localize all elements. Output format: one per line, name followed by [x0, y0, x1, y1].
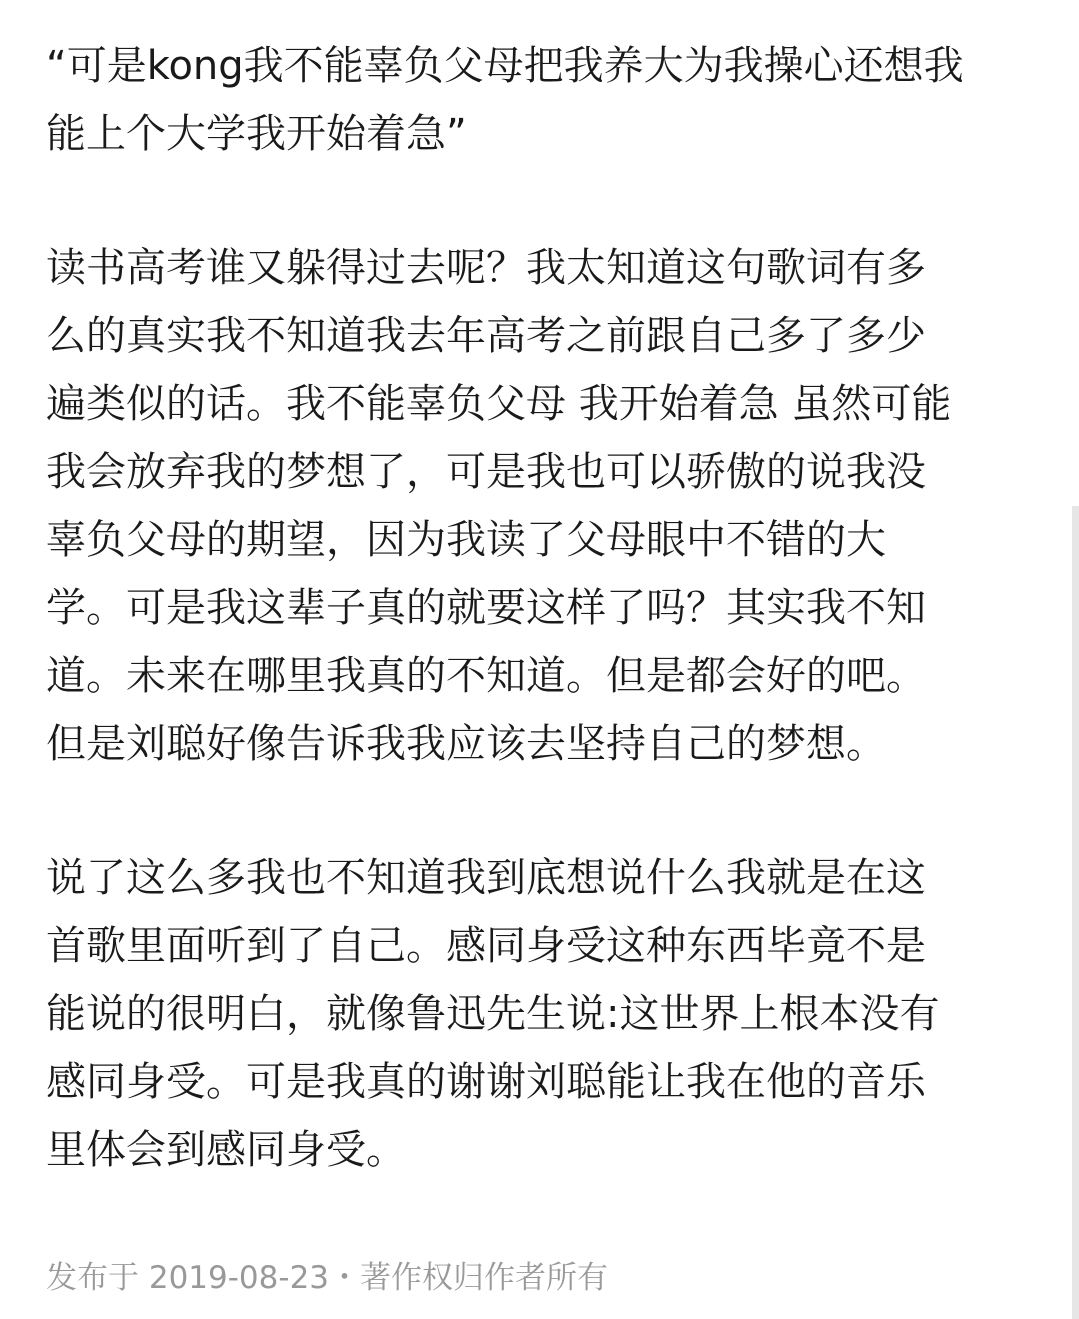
text-line: “可是kong我不能辜负父母把我养大为我操心还想我	[46, 43, 964, 89]
scrollbar[interactable]	[1072, 506, 1079, 1319]
text-line: 我会放弃我的梦想了，可是我也可以骄傲的说我没	[46, 449, 926, 495]
text-line: 辜负父母的期望，因为我读了父母眼中不错的大	[46, 517, 886, 563]
text-line: 里体会到感同身受。	[46, 1127, 406, 1173]
publish-info: 发布于 2019-08-23・著作权归作者所有	[46, 1260, 609, 1296]
paragraph-gap	[46, 168, 1046, 234]
paragraph-3	[46, 844, 1046, 1184]
text-line: 感同身受。可是我真的谢谢刘聪能让我在他的音乐	[46, 1059, 926, 1105]
text-line: 能说的很明白，就像鲁迅先生说:这世界上根本没有	[46, 991, 940, 1037]
text-line: 读书高考谁又躲得过去呢？我太知道这句歌词有多	[46, 245, 926, 291]
paragraph-2	[46, 234, 1046, 778]
text-line: 遍类似的话。我不能辜负父母 我开始着急 虽然可能	[46, 381, 952, 427]
text-line: 能上个大学我开始着急”	[46, 111, 467, 157]
text-line: 么的真实我不知道我去年高考之前跟自己多了多少	[46, 313, 926, 359]
paragraph-1	[46, 32, 1046, 168]
text-line: 道。未来在哪里我真的不知道。但是都会好的吧。	[46, 653, 926, 699]
text-line: 学。可是我这辈子真的就要这样了吗？其实我不知	[46, 585, 926, 631]
paragraph-gap	[46, 778, 1046, 844]
text-line: 但是刘聪好像告诉我我应该去坚持自己的梦想。	[46, 721, 886, 767]
text-line: 说了这么多我也不知道我到底想说什么我就是在这	[46, 855, 926, 901]
article-body	[46, 32, 1046, 1184]
text-line: 首歌里面听到了自己。感同身受这种东西毕竟不是	[46, 923, 926, 969]
